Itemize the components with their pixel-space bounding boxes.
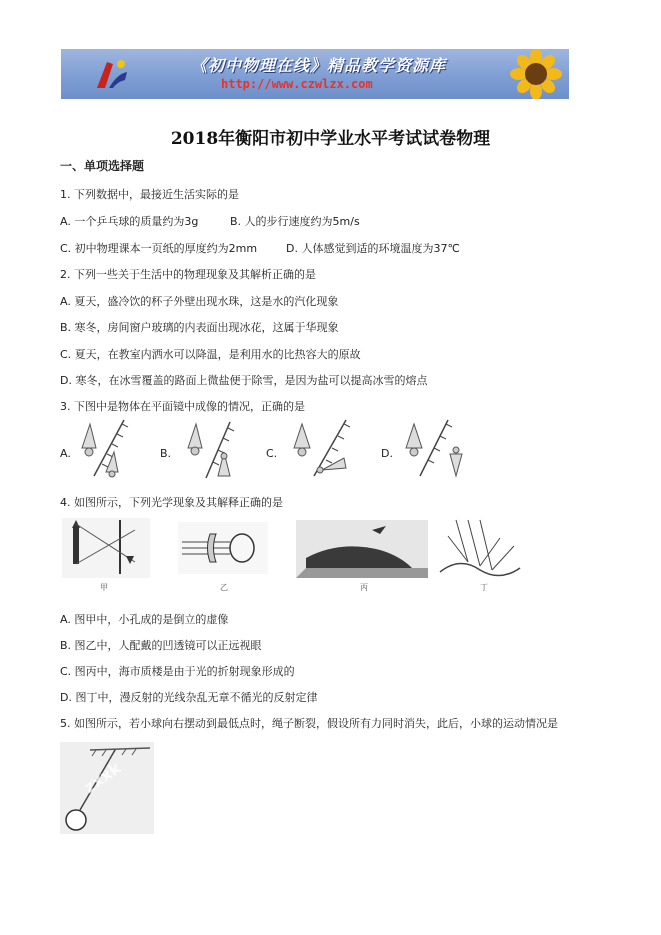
q4-figure-ding bbox=[440, 520, 520, 576]
document-title: 2018年衡阳市初中学业水平考试试卷物理 bbox=[170, 129, 491, 149]
q1-option-c: C. 初中物理课本一页纸的厚度约为2mm bbox=[60, 242, 258, 255]
q3-label-a: A. bbox=[60, 447, 71, 460]
section-heading-single-choice: 一、单项选择题 bbox=[60, 159, 145, 173]
q4-figure-bing bbox=[296, 520, 428, 578]
q4-option-d: D. 图丁中，漫反射的光线杂乱无章不循光的反射定律 bbox=[60, 691, 318, 704]
q2-option-c: C. 夏天，在教室内洒水可以降温，是利用水的比热容大的原故 bbox=[60, 348, 361, 361]
q1-option-a: A. 一个乒乓球的质量约为3g bbox=[60, 215, 199, 228]
q1-option-d: D. 人体感觉到适的环境温度为37℃ bbox=[286, 242, 460, 255]
q3-label-c: C. bbox=[266, 447, 278, 460]
q5-stem: 5. 如图所示，若小球向右摆动到最低点时，绳子断裂，假设所有力同时消失，此后，小球的运动情况是 bbox=[60, 717, 558, 730]
q4-figure-yi bbox=[178, 522, 268, 574]
q4-option-a: A. 图甲中，小孔成的是倒立的虚像 bbox=[60, 613, 229, 626]
watermark-text: zxxk bbox=[80, 758, 125, 797]
banner-url: http://www.czwlzx.com bbox=[221, 77, 373, 91]
banner-title: 《初中物理在线》精品教学资源库 bbox=[191, 56, 447, 75]
q3-label-d: D. bbox=[381, 447, 393, 460]
sunflower-icon bbox=[506, 49, 566, 99]
q2-stem: 2. 下列一些关于生活中的物理现象及其解析正确的是 bbox=[60, 268, 316, 281]
q3-figure-b bbox=[180, 420, 240, 480]
q3-stem: 3. 下图中是物体在平面镜中成像的情况，正确的是 bbox=[60, 400, 305, 413]
q4-figure-jia bbox=[62, 518, 150, 578]
q4-caption-ding: 丁 bbox=[480, 583, 488, 592]
q3-figure-d bbox=[398, 418, 468, 478]
header-banner bbox=[61, 49, 569, 99]
q2-option-a: A. 夏天，盛冷饮的杯子外壁出现水珠，这是水的汽化现象 bbox=[60, 295, 339, 308]
q2-option-d: D. 寒冬，在冰雪覆盖的路面上微盐便于除雪，是因为盐可以提高冰雪的熔点 bbox=[60, 374, 428, 387]
logo-icon bbox=[91, 54, 131, 94]
q3-figure-c bbox=[284, 418, 354, 478]
q4-caption-bing: 丙 bbox=[360, 583, 368, 592]
q2-option-b: B. 寒冬，房间窗户玻璃的内表面出现冰花，这属于华现象 bbox=[60, 321, 339, 334]
q3-figure-a bbox=[72, 418, 132, 478]
q4-caption-yi: 乙 bbox=[220, 583, 228, 592]
q4-figure-strip bbox=[60, 516, 530, 596]
q1-option-b: B. 人的步行速度约为5m/s bbox=[230, 215, 360, 228]
q3-label-b: B. bbox=[160, 447, 172, 460]
q4-option-c: C. 图丙中，海市质楼是由于光的折射现象形成的 bbox=[60, 665, 295, 678]
q1-options-cd bbox=[60, 240, 460, 256]
q4-stem: 4. 如图所示，下列光学现象及其解释正确的是 bbox=[60, 496, 283, 509]
q1-options-ab bbox=[60, 213, 360, 229]
q1-stem: 1. 下列数据中，最接近生活实际的是 bbox=[60, 188, 239, 201]
q5-figure-pendulum bbox=[60, 742, 154, 834]
q4-caption-jia: 甲 bbox=[100, 583, 108, 592]
q4-option-b: B. 图乙中，人配戴的凹透镜可以正远视眼 bbox=[60, 639, 262, 652]
